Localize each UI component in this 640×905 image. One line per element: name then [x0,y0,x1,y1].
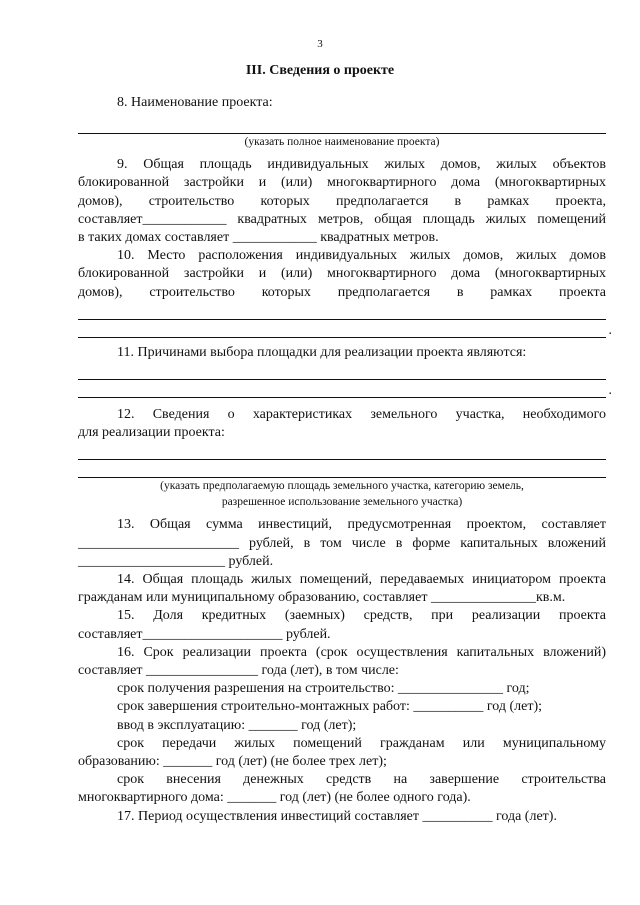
item-12-caption: (указать предполагаемую площадь земельного участка, категорию земель, [160,480,524,493]
item-15-line: составляет____________________ рублей. [78,626,331,642]
item-10-line: блокированной застройки и (или) многоквартирного дома (многоквартирных [78,266,606,282]
item-16-line: 16. Срок реализации проекта (срок осуществления капитальных вложений) [117,644,606,660]
item-17-line: 17. Период осуществления инвестиций составляет __________ года (лет). [117,808,557,824]
page-number: 3 [317,38,323,50]
item-13-line: 13. Общая сумма инвестиций, предусмотренная проектом, составляет [117,517,606,533]
item-8-caption: (указать полное наименование проекта) [244,136,440,149]
item-9-line: составляет____________ квадратных метров, общая площадь жилых помещений [78,211,606,227]
item-14-line: 14. Общая площадь жилых помещений, передаваемых инициатором проекта [117,572,606,588]
item-10-blank-line[interactable] [78,302,606,320]
item-12-blank-line[interactable] [78,460,606,478]
item-16-subitem: срок передачи жилых помещений гражданам или муниципальному [117,735,606,751]
item-10-line: домов), строительство которых предполагается в рамках проекта [78,284,606,300]
item-12-line: 12. Сведения о характеристиках земельного участка, необходимого [117,407,606,423]
item-11-label: 11. Причинами выбора площадки для реализации проекта являются: [117,344,527,360]
item-10-blank-line[interactable] [78,320,612,338]
item-15-line: 15. Доля кредитных (заемных) средств, при реализации проекта [117,608,606,624]
item-16-subitem: образованию: _______ год (лет) (не более трех лет); [78,754,387,770]
item-11-blank-line[interactable] [78,362,606,380]
item-16-subitem: срок внесения денежных средств на завершение строительства [117,772,606,788]
item-8-blank-line[interactable] [78,116,606,134]
form-body [78,94,612,826]
item-9-line: блокированной застройки и (или) многоквартирного дома (многоквартирных [78,175,606,191]
item-13-line: _______________________ рублей, в том числе в форме капитальных вложений [78,535,606,551]
item-9-line: 9. Общая площадь индивидуальных жилых домов, жилых объектов [117,157,606,173]
item-10-period: . [608,322,612,338]
section-title: III. Сведения о проекте [245,63,395,78]
item-16-line: составляет ________________ года (лет), в том числе: [78,663,399,679]
item-12-caption: разрешенное использование земельного участка) [221,496,463,509]
item-11-blank-line[interactable] [78,380,612,398]
item-9-line: домов), строительство которых предполагается в рамках проекта, [78,193,606,209]
item-16-subitem: многоквартирного дома: _______ год (лет) (не более одного года). [78,790,471,806]
item-14-line: гражданам или муниципальному образованию, составляет _______________кв.м. [78,590,566,606]
item-10-line: 10. Место расположения индивидуальных жилых домов, жилых домов [117,248,606,264]
item-12-blank-line[interactable] [78,442,606,460]
item-13-line: _____________________ рублей. [78,553,274,569]
item-12-line: для реализации проекта: [78,425,225,441]
item-16-subitem: ввод в эксплуатацию: _______ год (лет); [117,717,357,733]
item-8-label: 8. Наименование проекта: [117,95,273,110]
item-16-subitem: срок получения разрешения на строительство: _______________ год; [117,681,530,697]
item-9-line: в таких домах составляет ____________ квадратных метров. [78,230,439,246]
item-16-subitem: срок завершения строительно-монтажных работ: __________ год (лет); [117,699,543,715]
item-11-period: . [608,382,612,398]
